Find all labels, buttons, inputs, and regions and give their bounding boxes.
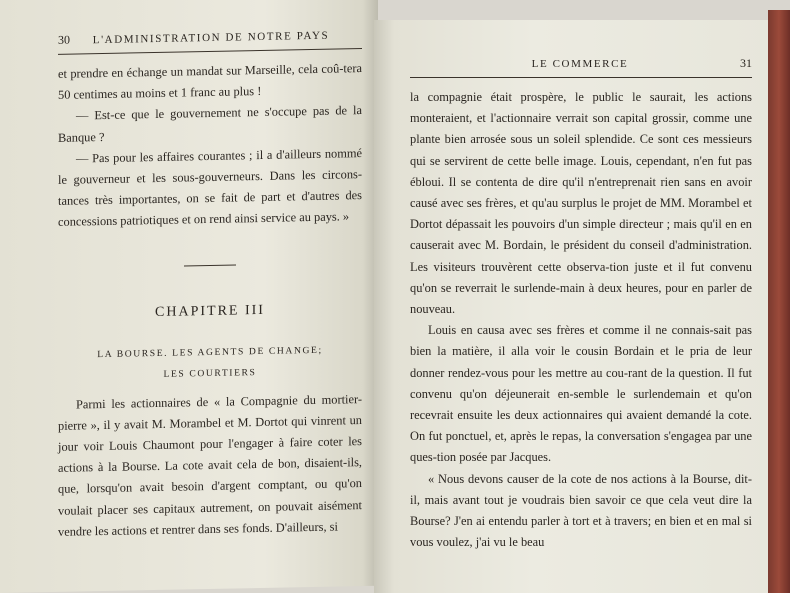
left-text-top [58,58,362,233]
chapter-subtitle-line: LA BOURSE. LES AGENTS DE CHANGE; [97,344,323,360]
left-text-bottom [58,389,362,543]
book-cover-edge [768,10,790,593]
left-page [0,0,378,593]
left-running-head: L'ADMINISTRATION DE NOTRE PAYS [92,29,330,47]
chapter-subtitle-line: LES COURTIERS [163,366,257,380]
right-page [374,20,772,593]
chapter-title: CHAPITRE III [155,302,265,320]
right-page-number: 31 [740,56,752,70]
paragraph: — Pas pour les affaires courantes ; il a d'ailleurs nommé le gouverneur et les sous-gouverneurs. Dans les circons-tances très importantes, on se fait de part et d'autres des concessions patriotiques et on rend ainsi service au pays. » [58,145,362,230]
left-page-number: 30 [58,32,70,47]
paragraph: et prendre en échange un mandat sur Marseille, cela coû-tera 50 centimes au moins et 1 franc au plus ! [58,61,362,103]
right-running-head: LE COMMERCE [531,58,629,70]
paragraph: la compagnie était prospère, le public le saurait, les actions monteraient, et l'actionnaire verrait son capital grossir, comme une plante bien arrosée sous un soleil splendide. Ce sont ces messieurs qui se servirent de cette belle image. Louis, cependant, n'en fut pas ébloui. Il se contenta de dire qu'il n'entreprenait rien sans en avoir causé avec ses frères, et qu'au surplus le projet de MM. Morambel et Dortot dépassait les pouvoirs d'un simple directeur ; mais qu'il en en causerait avec M. Bordain, le président du conseil d'administration. Les visiteurs trouvèrent cette observa-tion juste et il fut convenu qu'on se reverrait le surlende-main à deux heures, pour en parler de nouveau. [410,90,752,317]
right-text [410,87,752,553]
right-header-rule [410,77,752,78]
paragraph: — Est-ce que le gouvernement ne s'occupe pas de la Banque ? [58,103,362,145]
chapter-subtitle [58,339,362,387]
paragraph: Louis en causa avec ses frères et comme il ne connais-sait pas bien la matière, il alla voir le cousin Bordain et le pria de leur donner rendez-vous pour les mettre au cou-rant de la question. Il fut convenu qu'on déjeunerait en-semble le surlendemain et qu'on recevrait ensuite les deux actionnaires qui avaient demandé la cote. On fut ponctuel, et, après le repas, la conversation s'engagea par une ques-tion posée par Jacques. [410,323,752,465]
paragraph: Parmi les actionnaires de « la Compagnie du mortier-pierre », il y avait M. Morambel et M. Dortot qui vinrent un jour voir Louis Chaumont pour l'engager à faire coter les actions à la Bourse. La cote avait cela de bon, disaient-ils, que, lorsqu'on avait besoin d'argent comptant, ou qu'on voulait placer ses capitaux autrement, on pouvait aisément vendre les actions et rentrer dans ses fonds. D'ailleurs, si [58,391,362,539]
left-page-header [58,27,362,48]
right-page-header [410,56,752,71]
paragraph: « Nous devons causer de la cote de nos actions à la Bourse, dit-il, mais avant tout je voudrais bien savoir ce que cela veut dire la Bourse? J'en ai entendu parler à tort et à travers; en bien et en mal si vous voulez, j'ai vu le beau [410,471,752,550]
left-header-rule [58,48,362,55]
section-separator [184,264,236,266]
